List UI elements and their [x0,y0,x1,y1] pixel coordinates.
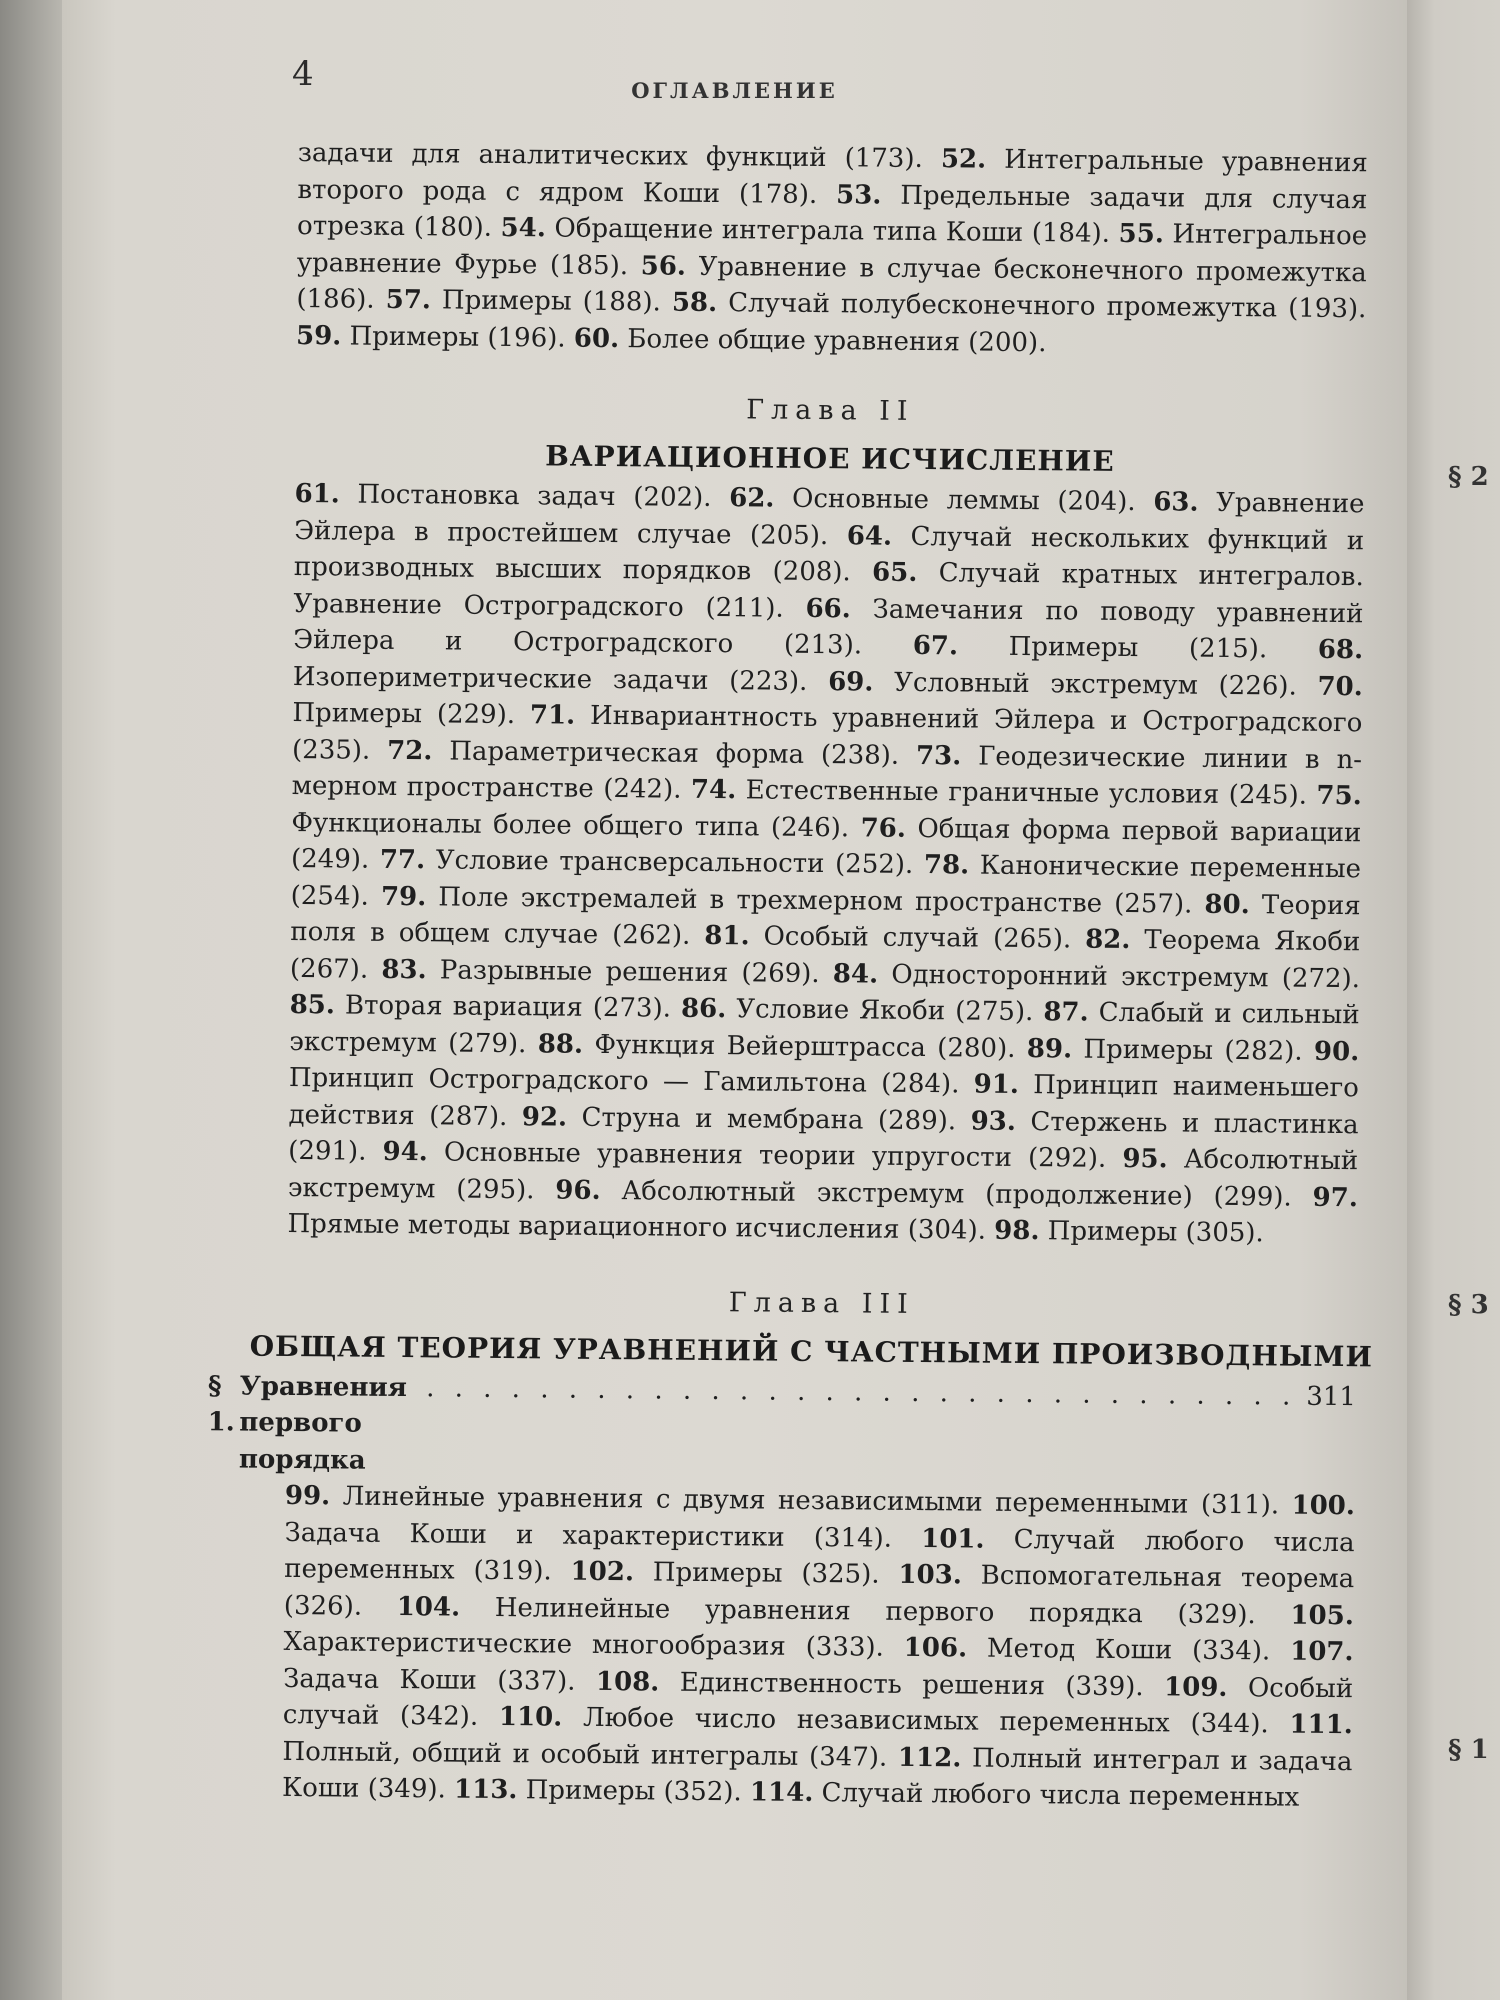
entry-number: 95. [1122,1143,1168,1175]
entry-title: Основные уравнения теории упругости (292). [427,1137,1123,1174]
entry-number: 84. [832,958,879,990]
entry-title: Постановка задач (202). [339,479,730,514]
adjacent-page-edge [1407,0,1500,2000]
entry-title: Задача Коши и характеристики (314). [284,1517,922,1554]
entry-title: Метод Коши (334). [966,1633,1291,1667]
entry-title: Примеры (352). [517,1775,751,1808]
entry-number: 83. [381,954,427,985]
running-head: ОГЛАВЛЕНИЕ [631,78,838,103]
entry-title: Случай нескольких функций и производных высших порядков (208). [293,521,1365,588]
entry-number: 111. [1289,1709,1353,1741]
entry-title: Прямые методы вариационного исчисления (304). [287,1208,995,1246]
entry-number: 58. [671,287,718,319]
entry-title: Примеры (196). [341,320,575,354]
entry-number: 82. [1084,924,1131,956]
entry-title: Принцип Остроградского — Гамильтона (284). [288,1062,974,1100]
entry-number: 56. [640,250,687,282]
entry-title: Замечания по поводу уравнений Эйлера и Остроградского (213). [293,593,1364,661]
entry-number: 103. [898,1559,962,1591]
entry-number: 71. [529,700,576,731]
entry-number: 90. [1313,1036,1360,1067]
entry-number: 109. [1163,1671,1228,1703]
entry-number: 55. [1118,218,1164,250]
entry-number: 59. [295,320,342,351]
entry-number: 54. [500,212,546,244]
entry-title: Примеры (305). [1039,1216,1264,1249]
entry-title: Линейные уравнения с двумя независимыми переменными (311). [330,1481,1292,1521]
entry-title: Разрывные решения (269). [426,954,834,989]
entry-number: 78. [923,850,970,881]
entry-number: 92. [521,1101,568,1133]
entry-number: 91. [973,1069,1020,1100]
entry-number: 99. [284,1480,331,1512]
entry-title: Односторонний экстремум (272). [877,959,1361,994]
entry-title: Единственность решения (339). [659,1667,1165,1702]
entry-title: Случай любого числа переменных [813,1778,1300,1813]
entry-title: Теория поля в общем случае (262). [290,889,1361,951]
entry-title: Случай любого числа переменных (319). [284,1524,1355,1587]
entry-number: 67. [912,630,959,662]
entry-title: Общая форма первой вариации (249). [290,813,1362,875]
chapter-3-title: ОБЩАЯ ТЕОРИЯ УРАВНЕНИЙ С ЧАСТНЫМИ ПРОИЗВОДНЫМИ [249,1329,1374,1373]
entry-title: Уравнение в случае бесконечного промежутка (186). [296,251,1367,315]
entry-number: 110. [498,1702,563,1733]
entry-title: Абсолютный экстремум (295). [287,1144,1359,1206]
entry-number: 88. [537,1028,584,1060]
entry-number: 73. [915,740,962,771]
entry-number: 97. [1312,1182,1359,1213]
entry-title: Примеры (229). [292,697,531,731]
entry-number: 68. [1317,634,1364,666]
entry-number: 61. [294,478,340,510]
entry-title: Естественные граничные условия (245). [736,775,1317,811]
entry-title: Задача Коши (337). [283,1663,597,1697]
entry-number: 57. [385,284,432,316]
entry-number: 113. [453,1774,518,1806]
section-1-heading [207,1368,1356,1489]
entry-number: 98. [994,1215,1040,1247]
entry-number: 107. [1290,1636,1354,1668]
entry-title: Функционалы более общего типа (246). [291,807,861,843]
entry-title: Условие трансверсальности (252). [424,845,925,881]
entry-title: Параметрическая форма (238). [432,735,917,771]
entry-number: 104. [396,1591,461,1623]
entry-number: 89. [1026,1033,1073,1064]
entry-title: Теорема Якоби (267). [289,925,1361,985]
entry-number: 100. [1291,1490,1356,1522]
entry-title: Абсолютный экстремум (продолжение) (299). [600,1175,1313,1213]
entry-title: Условный экстремум (226). [873,667,1318,702]
entry-number: 77. [379,844,426,876]
section-title: Уравнения первого порядка [238,1370,408,1476]
entry-title: Обращение интеграла типа Коши (184). [545,213,1119,249]
entry-title: Примеры (325). [633,1557,899,1590]
entry-number: 53. [835,179,882,211]
entry-title: Канонические переменные (254). [290,850,1362,912]
entry-title: Стержень и пластинка (291). [288,1106,1359,1167]
entry-number: 106. [903,1632,968,1664]
entry-number: 86. [680,993,727,1025]
entry-number: 102. [570,1556,635,1588]
entry-title: Более общие уравнения (200). [618,323,1047,358]
entry-title: Функция Вейерштрасса (280). [582,1029,1027,1064]
entry-number: 60. [573,323,620,354]
leader-dots: . . . . . . . . . . . . . . . . . . . . . . . . . . . . . . . [426,1372,1297,1412]
chapter-2-contents-paragraph [287,476,1364,1253]
entry-title: Предельные задачи для случая отрезка (180). [296,180,1368,243]
entry-title: Поле экстремалей в трехмерном пространстве (257). [426,881,1205,920]
entry-number: 101. [921,1523,985,1555]
next-page-mark: § 1 [1448,1735,1489,1765]
next-page-mark: § 3 [1448,1290,1489,1320]
entry-title: Нелинейные уравнения первого порядка (329). [459,1592,1291,1631]
entry-title: Случай полубесконечного промежутка (193). [716,288,1367,325]
entry-title: Условие Якоби (275). [726,994,1044,1028]
entry-title: Примеры (282). [1071,1033,1315,1067]
chapter-1-tail-paragraph [296,135,1368,364]
entry-number: 93. [970,1106,1017,1137]
entry-title: Полный интеграл и задача Коши (349). [281,1742,1353,1805]
chapter-2-label: Глава II [746,394,915,427]
entry-title: Вспомогательная теорема (326). [283,1560,1355,1622]
entry-title: Любое число независимых переменных (344). [562,1702,1290,1740]
entry-number: 79. [380,881,427,912]
entry-title: Интегральное уравнение Фурье (185). [296,219,1368,281]
entry-number: 63. [1153,487,1199,518]
entry-title: Случай кратных интегралов. Уравнение Остроградского (211). [293,557,1364,624]
entry-number: 64. [846,520,893,552]
chapter-2-title: ВАРИАЦИОННОЕ ИСЧИСЛЕНИЕ [545,439,1115,478]
entry-title: Характеристические многообразия (333). [283,1626,904,1663]
entry-title: Уравнение Эйлера в простейшем случае (205). [294,487,1365,551]
entry-number: 72. [387,735,433,766]
page-number: 4 [292,54,314,94]
entry-title: Принцип наименьшего действия (287). [288,1069,1360,1132]
entry-number: 65. [871,557,918,588]
entry-number: 74. [690,774,737,806]
entry-title: Инвариантность уравнений Эйлера и Остроградского (235). [291,700,1363,766]
entry-title: Особый случай (265). [749,921,1086,955]
entry-title: Особый случай (342). [282,1672,1354,1733]
entry-number: 87. [1043,997,1089,1028]
next-page-mark: § 2 [1448,462,1489,492]
entry-number: 70. [1317,671,1363,702]
entry-number: 94. [382,1136,428,1168]
entry-number: 81. [704,920,750,952]
entry-number: 112. [897,1742,962,1773]
entry-number: 85. [289,989,336,1021]
entry-title: Геодезические линии в n-мерном пространстве (242). [291,740,1363,805]
section-page-number: 311 [1306,1381,1357,1412]
entry-title: Примеры (215). [957,631,1319,665]
chapter-3-contents-paragraph [282,1478,1355,1817]
entry-title: Примеры (188). [430,285,673,318]
entry-number: 75. [1316,780,1362,812]
entry-number: 80. [1204,889,1250,920]
entry-title: Слабый и сильный экстремум (279). [289,997,1360,1059]
entry-number: 66. [805,593,851,624]
entry-number: 76. [860,812,907,844]
entry-title: Полный, общий и особый интегралы (347). [282,1736,899,1773]
entry-number: 105. [1290,1600,1354,1631]
table-of-contents [207,135,1374,1817]
book-gutter [0,0,62,2000]
entry-number: 52. [940,144,987,175]
entry-title: Интегральные уравнения второго рода с ядром Коши (178). [297,144,1368,210]
entry-number: 62. [729,483,775,514]
entry-title: задачи для аналитических функций (173). [297,137,942,175]
entry-title: Вторая вариация (273). [334,990,682,1024]
entry-title: Струна и мембрана (289). [566,1102,971,1137]
section-sign: § 1. [207,1370,235,1438]
entry-title: Основные леммы (204). [774,483,1154,518]
entry-number: 96. [555,1175,601,1206]
entry-number: 108. [595,1666,660,1698]
entry-number: 114. [749,1777,814,1809]
chapter-3-label: Глава III [728,1286,915,1320]
entry-title: Изопериметрические задачи (223). [292,661,829,697]
entry-number: 69. [828,666,874,698]
